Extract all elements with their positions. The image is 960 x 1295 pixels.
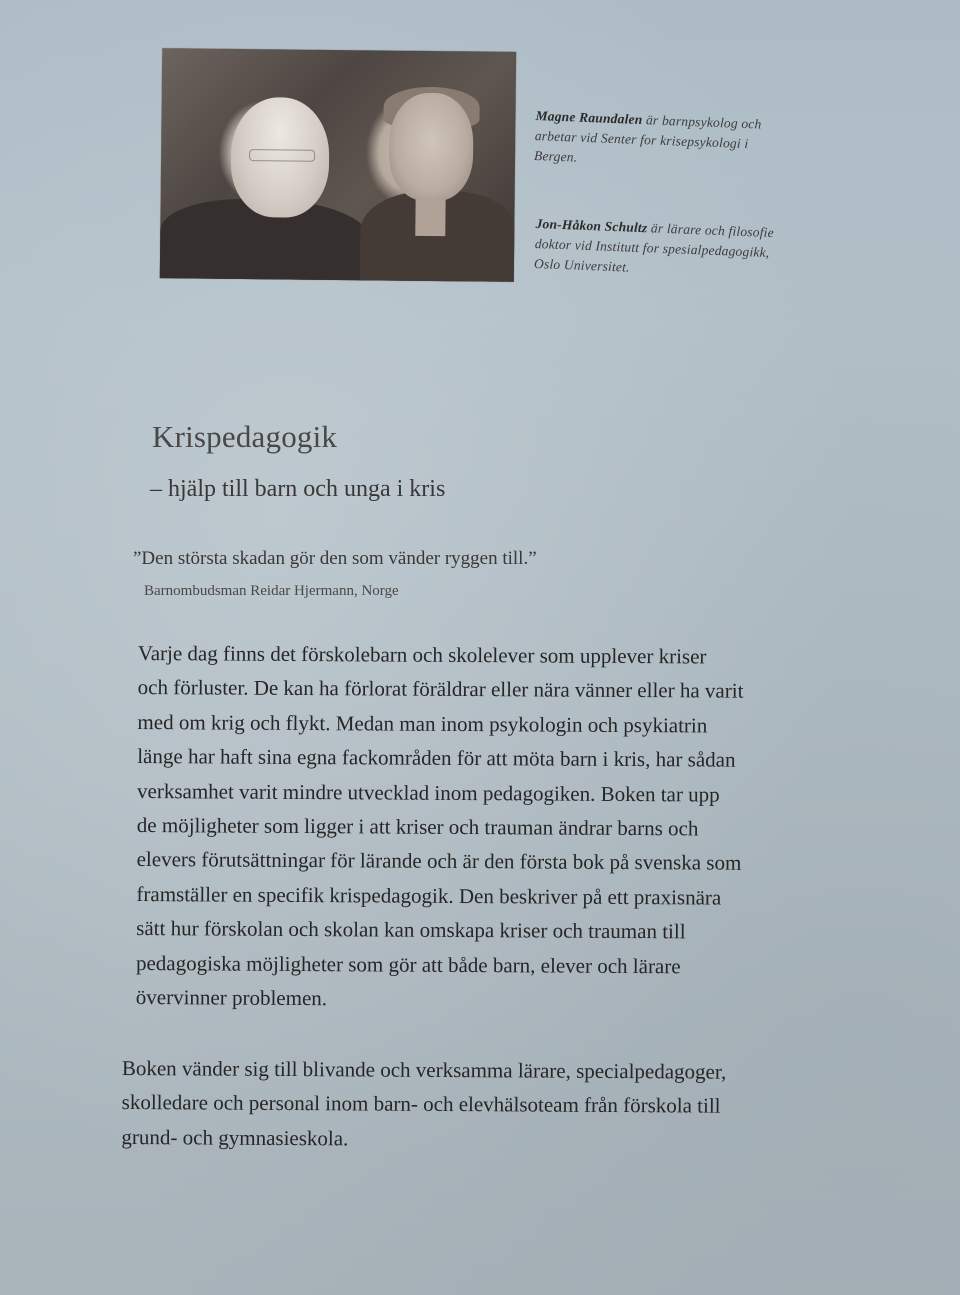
text-line: Varje dag finns det förskolebarn och skolelever som upplever kriser — [137, 640, 707, 669]
text-line: elevers förutsättningar för lärande och är den första bok på svenska som — [136, 847, 742, 876]
text-line: och förluster. De kan ha förlorat föräldrar eller nära vänner eller ha varit — [137, 675, 744, 704]
author-bio-1 — [534, 106, 916, 181]
bio-text: arbetar vid Senter for krisepsykologi i — [534, 127, 749, 152]
text-line: pedagogiska möjligheter som gör att både barn, elever och lärare — [135, 950, 681, 978]
author-name: Jon-Håkon Schultz — [535, 215, 648, 236]
author-name: Magne Raundalen — [535, 107, 643, 128]
text-line: skolledare och personal inom barn- och elevhälsoteam från förskola till — [121, 1090, 721, 1119]
quote-text: ”Den största skadan gör den som vänder ryggen till.” — [133, 548, 537, 569]
text-line: sätt hur förskolan och skolan kan omskapa kriser och trauman till — [136, 916, 686, 944]
text-line: grund- och gymnasieskola. — [121, 1124, 349, 1151]
glasses-icon — [249, 149, 315, 162]
author-2-head — [389, 93, 474, 202]
text-line: Boken vänder sig till blivande och verksamma lärare, specialpedagoger, — [121, 1055, 727, 1084]
bio-text: är lärare och filosofie — [650, 220, 775, 241]
bio-text: doktor vid Institutt for spesialpedagogikk, — [534, 235, 770, 260]
text-line: verksamhet varit mindre utvecklad inom pedagogiken. Boken tar upp — [136, 778, 720, 807]
text-line: övervinner problemen. — [135, 985, 328, 1011]
text-line: med om krig och flykt. Medan man inom psykologin och psykiatrin — [137, 709, 708, 738]
quote-attribution: Barnombudsman Reidar Hjermann, Norge — [144, 583, 399, 599]
bio-text: är barnpsykolog och — [645, 112, 762, 132]
text-line: länge har haft sina egna fackområden för att möta barn i kris, har sådan — [137, 744, 736, 772]
book-title: Krispedagogik — [152, 419, 338, 454]
author-bio-2 — [534, 214, 916, 289]
description-paragraph-2 — [121, 1051, 726, 1158]
authors-photo — [160, 48, 516, 282]
book-subtitle: – hjälp till barn och unga i kris — [150, 476, 446, 502]
text-line: de möjligheter som ligger i att kriser och trauman ändrar barns och — [136, 813, 699, 841]
description-paragraph-1 — [136, 636, 744, 1018]
bio-text: Oslo Universitet. — [533, 255, 630, 275]
bio-text: Bergen. — [533, 147, 578, 165]
text-line: framställer en specifik krispedagogik. Den beskriver på ett praxisnära — [136, 881, 722, 910]
